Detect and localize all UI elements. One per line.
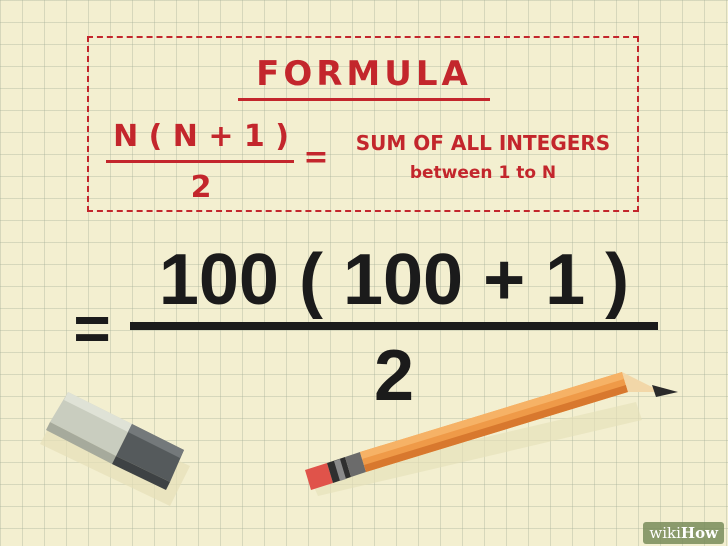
formula-denominator: 2 [190, 170, 212, 205]
formula-numerator: N ( N + 1 ) [113, 119, 289, 154]
watermark-how: How [680, 524, 718, 542]
formula-title: FORMULA [256, 54, 472, 94]
computation-numerator: 100 ( 100 + 1 ) [158, 240, 630, 320]
formula-result-line1: SUM OF ALL INTEGERS [355, 131, 611, 155]
formula-equals-sign: = [303, 140, 329, 175]
computation-denominator: 2 [373, 336, 415, 416]
pencil-icon [305, 372, 678, 496]
wikihow-watermark [643, 522, 724, 544]
watermark-wiki: wiki [649, 524, 681, 542]
eraser-icon [40, 392, 190, 506]
formula-result-line2: between 1 to N [409, 163, 557, 183]
computation-equals-sign: = [73, 292, 111, 364]
